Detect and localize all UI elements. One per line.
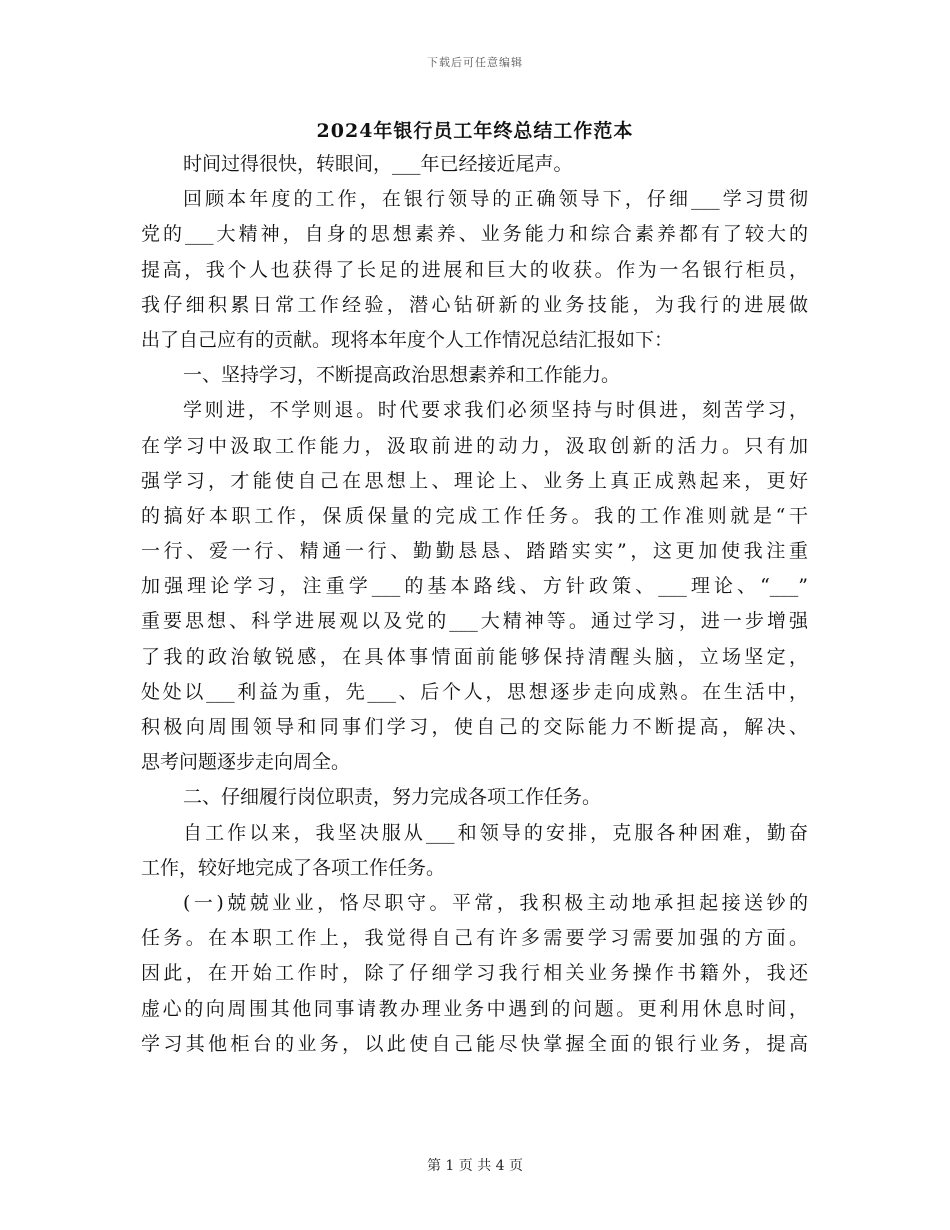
- text-line: 积极向周围领导和同事们学习，使自己的交际能力不断提高，解决、: [141, 716, 808, 738]
- text-line: 出了自己应有的贡献。现将本年度个人工作情况总结汇报如下：: [141, 328, 674, 351]
- text-line: 提高，我个人也获得了长足的进展和巨大的收获。作为一名银行柜员，: [141, 258, 808, 281]
- text-line: 学则进，不学则退。时代要求我们必须坚持与时俱进，刻苦学习，: [183, 399, 808, 422]
- text-line: 一行、爱一行、精通一行、勤勤恳恳、踏踏实实”，这更加使我注重: [141, 540, 808, 563]
- page-number: 第 1 页 共 4 页: [426, 1158, 524, 1174]
- text-line: 在学习中汲取工作能力，汲取前进的动力，汲取创新的活力。只有加: [141, 434, 808, 457]
- text-line: 一、坚持学习，不断提高政治思想素养和工作能力。: [183, 364, 621, 387]
- text-line: 处处以___利益为重，先___、后个人，思想逐步走向成熟。在生活中，: [141, 680, 808, 703]
- text-line: 自工作以来，我坚决服从___和领导的安排，克服各种困难，勤奋: [183, 821, 808, 844]
- text-line: 因此，在开始工作时，除了仔细学习我行相关业务操作书籍外，我还: [141, 962, 808, 985]
- text-line: 我仔细积累日常工作经验，潜心钻研新的业务技能，为我行的进展做: [141, 293, 808, 316]
- text-line: 工作，较好地完成了各项工作任务。: [141, 856, 446, 879]
- header-note: 下载后可任意编辑: [427, 56, 523, 69]
- text-line: (一)兢兢业业，恪尽职守。平常，我积极主动地承担起接送钞的: [183, 891, 808, 914]
- text-line: 党的___大精神，自身的思想素养、业务能力和综合素养都有了较大的: [141, 223, 808, 246]
- text-line: 时间过得很快，转眼间，___年已经接近尾声。: [183, 153, 573, 175]
- text-line: 思考问题逐步走向周全。: [141, 751, 351, 774]
- text-line: 的搞好本职工作，保质保量的完成工作任务。我的工作准则就是“干: [141, 504, 808, 527]
- text-line: 二、仔细履行岗位职责，努力完成各项工作任务。: [183, 786, 602, 809]
- document-title: 2024年银行员工年终总结工作范本: [316, 120, 634, 142]
- text-line: 加强理论学习，注重学___的基本路线、方针政策、___理论、“___”: [141, 575, 808, 598]
- text-line: 强学习，才能使自己在思想上、理论上、业务上真正成熟起来，更好: [141, 469, 808, 492]
- text-line: 回顾本年度的工作，在银行领导的正确领导下，仔细___学习贯彻: [183, 188, 808, 211]
- text-line: 重要思想、科学进展观以及党的___大精神等。通过学习，进一步增强: [141, 610, 808, 633]
- text-line: 虚心的向周围其他同事请教办理业务中遇到的问题。更利用休息时间，: [141, 997, 808, 1020]
- document-body: [141, 147, 808, 1062]
- text-line: 了我的政治敏锐感，在具体事情面前能够保持清醒头脑，立场坚定，: [141, 645, 808, 668]
- text-line: 学习其他柜台的业务，以此使自己能尽快掌握全面的银行业务，提高: [141, 1032, 808, 1055]
- text-line: 任务。在本职工作上，我觉得自己有许多需要学习需要加强的方面。: [141, 927, 808, 950]
